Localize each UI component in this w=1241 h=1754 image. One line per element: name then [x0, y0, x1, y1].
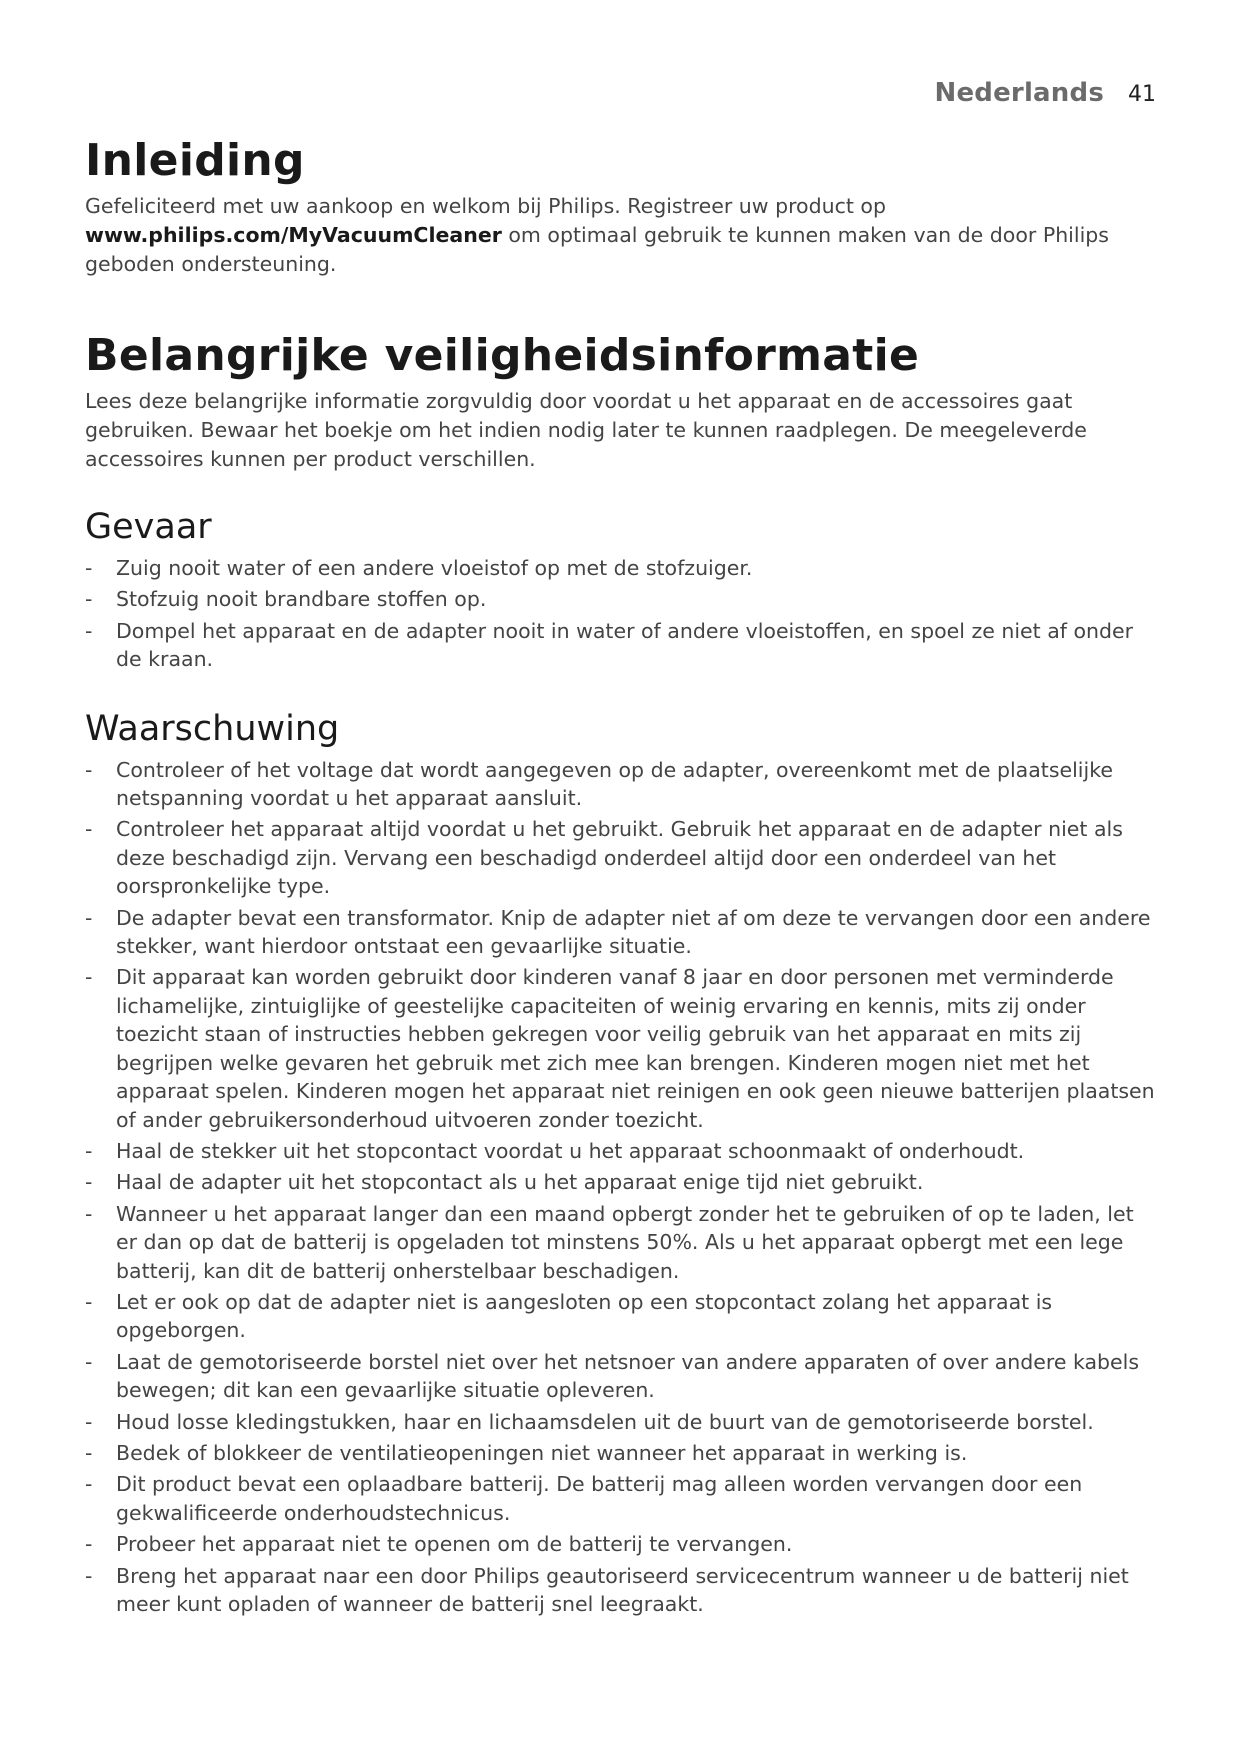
page-number: 41 — [1128, 82, 1156, 107]
list-item: - Controleer het apparaat altijd voordat u het gebruikt. Gebruik het apparaat en de adapter niet als deze beschadigd zijn. Vervang een beschadigd onderdeel altijd door een onderdeel van het oorspronkelijke type. — [85, 817, 1123, 899]
language-label: Nederlands — [934, 78, 1104, 108]
dash-marker: - — [85, 1409, 93, 1434]
list-item: - Probeer het apparaat niet te openen om de batterij te vervangen. — [85, 1530, 1160, 1558]
intro-text-end: om optimaal gebruik te kunnen maken van de door Philips geboden ondersteuning. — [85, 223, 1109, 276]
dash-marker: - — [85, 1138, 93, 1163]
list-item: - Breng het apparaat naar een door Philips geautoriseerd servicecentrum wanneer u de batterij niet meer kunt opladen of wanneer de batterij snel leegraakt. — [85, 1563, 1129, 1616]
intro-text-start: Gefeliciteerd met uw aankoop en welkom bij Philips. Registreer uw product op — [85, 194, 886, 218]
safety-section — [85, 325, 1160, 474]
safety-heading: Belangrijke veiligheidsinformatie — [85, 330, 920, 381]
intro-heading: Inleiding — [85, 135, 305, 186]
page-header — [934, 78, 1156, 108]
safety-paragraph: Lees deze belangrijke informatie zorgvuldig door voordat u het apparaat en de accessoires gaat gebruiken. Bewaar het boekje om het indien nodig later te kunnen raadplegen. De meegeleverde accessoires kunnen per product verschillen. — [85, 389, 1087, 471]
warning-list — [85, 756, 1160, 1619]
dash-marker: - — [85, 1170, 93, 1195]
list-item: - Dit apparaat kan worden gebruikt door kinderen vanaf 8 jaar en door personen met verminderde lichamelijke, zintuiglijke of geestelijke capaciteiten of weinig ervaring en kennis, mits zij onder toezicht staan of instructies hebben gekregen voor veilig gebruik van het apparaat en mits zij begrijpen welke gevaren het gebruik met zich mee kan brengen. Kinderen mogen niet met het apparaat spelen. Kinderen mogen het apparaat niet reinigen en ook geen nieuwe batterijen plaatsen of ander gebruikersonderhoud uitvoeren zonder toezicht. — [85, 965, 1155, 1132]
dash-marker: - — [85, 1440, 93, 1465]
dash-marker: - — [85, 965, 93, 990]
warning-section — [85, 704, 1160, 1619]
dash-marker: - — [85, 1289, 93, 1314]
list-item: - Haal de stekker uit het stopcontact voordat u het apparaat schoonmaakt of onderhoudt. — [85, 1137, 1160, 1165]
list-item: - Stofzuig nooit brandbare stoffen op. — [85, 585, 1160, 613]
danger-section — [85, 502, 1160, 674]
dash-marker: - — [85, 587, 93, 612]
dash-marker: - — [85, 1201, 93, 1226]
list-item: - Haal de adapter uit het stopcontact als u het apparaat enige tijd niet gebruikt. — [85, 1168, 1160, 1196]
dash-marker: - — [85, 905, 93, 930]
dash-marker: - — [85, 757, 93, 782]
list-item: - Wanneer u het apparaat langer dan een maand opbergt zonder het te gebruiken of op te laden, let er dan op dat de batterij is opgeladen tot minstens 50%. Als u het apparaat opbergt met een lege batterij, kan dit de batterij onherstelbaar beschadigen. — [85, 1201, 1134, 1283]
list-item: - Bedek of blokkeer de ventilatieopeningen niet wanneer het apparaat in werking is. — [85, 1439, 1160, 1467]
danger-heading: Gevaar — [85, 507, 212, 547]
dash-marker: - — [85, 817, 93, 842]
dash-marker: - — [85, 1349, 93, 1374]
list-item: - De adapter bevat een transformator. Knip de adapter niet af om deze te vervangen door een andere stekker, want hierdoor ontstaat een gevaarlijke situatie. — [85, 905, 1151, 959]
list-item: - Laat de gemotoriseerde borstel niet over het netsnoer van andere apparaten of over andere kabels bewegen; dit kan een gevaarlijke situatie opleveren. — [85, 1349, 1140, 1403]
list-item: - Controleer of het voltage dat wordt aangegeven op de adapter, overeenkomt met de plaatselijke netspanning voordat u het apparaat aansluit. — [85, 757, 1113, 811]
dash-marker: - — [85, 556, 93, 580]
list-item: - Dit product bevat een oplaadbare batterij. De batterij mag alleen worden vervangen door een gekwalificeerde onderhoudstechnicus. — [85, 1472, 1083, 1525]
intro-paragraph — [85, 192, 1160, 279]
dash-marker: - — [85, 618, 93, 643]
intro-section — [85, 130, 1160, 279]
danger-list — [85, 554, 1160, 674]
dash-marker: - — [85, 1563, 93, 1588]
registration-link[interactable]: www.philips.com/MyVacuumCleaner — [85, 223, 502, 247]
list-item: - Zuig nooit water of een andere vloeistof op met de stofzuiger. — [85, 554, 1160, 582]
list-item: - Dompel het apparaat en de adapter nooit in water of andere vloeistoffen, en spoel ze niet af onder de kraan. — [85, 618, 1134, 672]
list-item: - Let er ook op dat de adapter niet is aangesloten op een stopcontact zolang het apparaat is opgeborgen. — [85, 1289, 1053, 1343]
warning-heading: Waarschuwing — [85, 708, 340, 749]
dash-marker: - — [85, 1532, 93, 1557]
dash-marker: - — [85, 1472, 93, 1497]
page-content — [85, 130, 1160, 1621]
list-item: - Houd losse kledingstukken, haar en lichaamsdelen uit de buurt van de gemotoriseerde borstel. — [85, 1408, 1160, 1436]
